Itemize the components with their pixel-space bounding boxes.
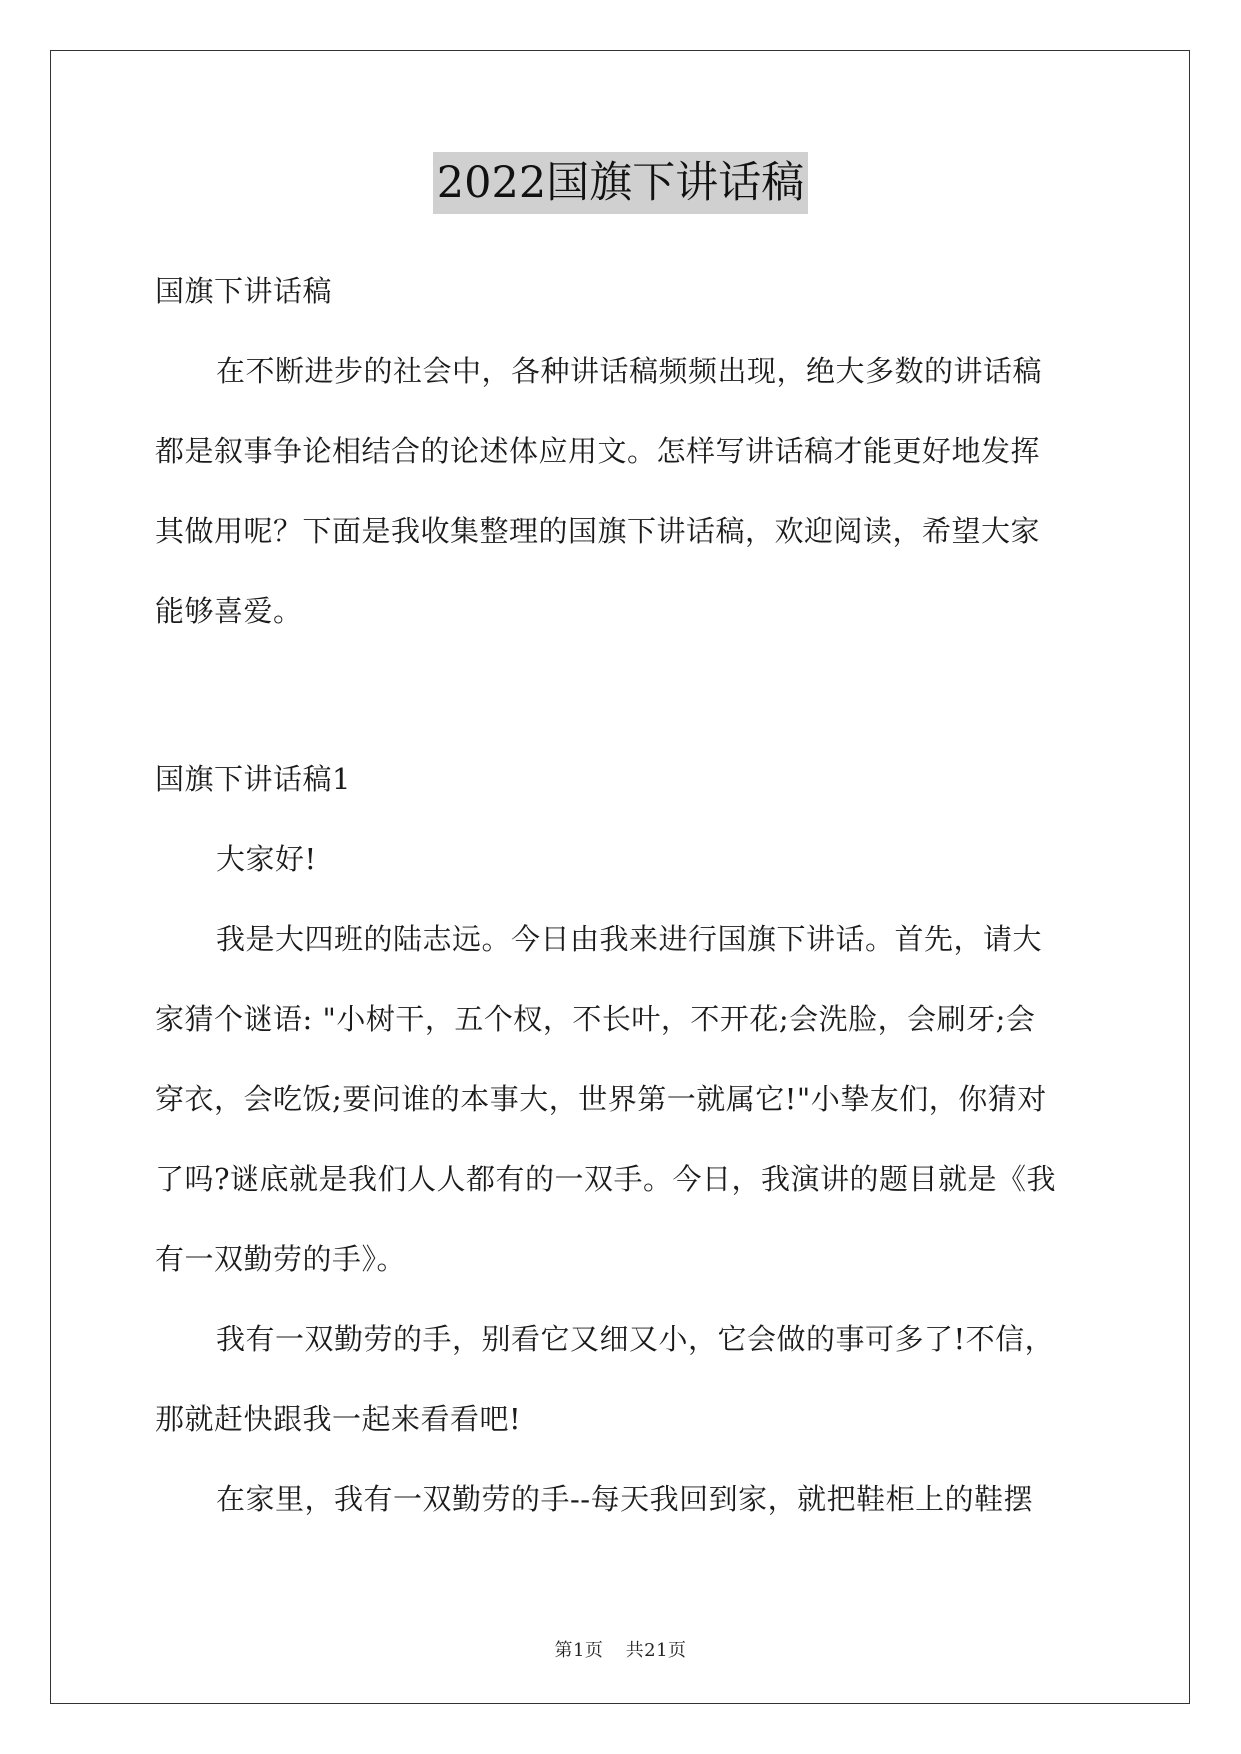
paragraph-line: 都是叙事争论相结合的论述体应用文。怎样写讲话稿才能更好地发挥: [155, 434, 1041, 468]
paragraph-line: 家猜个谜语: "小树干，五个杈，不长叶，不开花;会洗脸，会刷牙;会: [155, 1002, 1036, 1036]
section-heading: 国旗下讲话稿1: [155, 762, 351, 796]
page-footer: [0, 1636, 1241, 1662]
paragraph-line: 有一双勤劳的手》。: [155, 1242, 407, 1276]
subtitle-line: 国旗下讲话稿: [155, 274, 333, 308]
paragraph-line: 能够喜爱。: [155, 594, 303, 628]
paragraph-line: 穿衣，会吃饭;要问谁的本事大，世界第一就属它!"小挚友们，你猜对: [155, 1082, 1047, 1116]
paragraph-line: 了吗?谜底就是我们人人都有的一双手。今日，我演讲的题目就是《我: [155, 1162, 1057, 1196]
paragraph-line: 我是大四班的陆志远。今日由我来进行国旗下讲话。首先，请大: [216, 922, 1043, 956]
page-total: 共21页: [625, 1640, 687, 1661]
paragraph-line: 大家好!: [216, 842, 317, 876]
paragraph-line: 在家里，我有一双勤劳的手--每天我回到家，就把鞋柜上的鞋摆: [216, 1482, 1034, 1516]
paragraph-line: 那就赶快跟我一起来看看吧!: [155, 1402, 522, 1436]
paragraph-line: 我有一双勤劳的手，别看它又细又小，它会做的事可多了!不信，: [216, 1322, 1055, 1356]
page-number: 第1页: [554, 1640, 604, 1661]
title-area: [0, 152, 1241, 214]
document-title: 2022国旗下讲话稿: [433, 152, 808, 214]
paragraph-line: 在不断进步的社会中，各种讲话稿频频出现，绝大多数的讲话稿: [216, 354, 1043, 388]
paragraph-line: 其做用呢？下面是我收集整理的国旗下讲话稿，欢迎阅读，希望大家: [155, 514, 1041, 548]
